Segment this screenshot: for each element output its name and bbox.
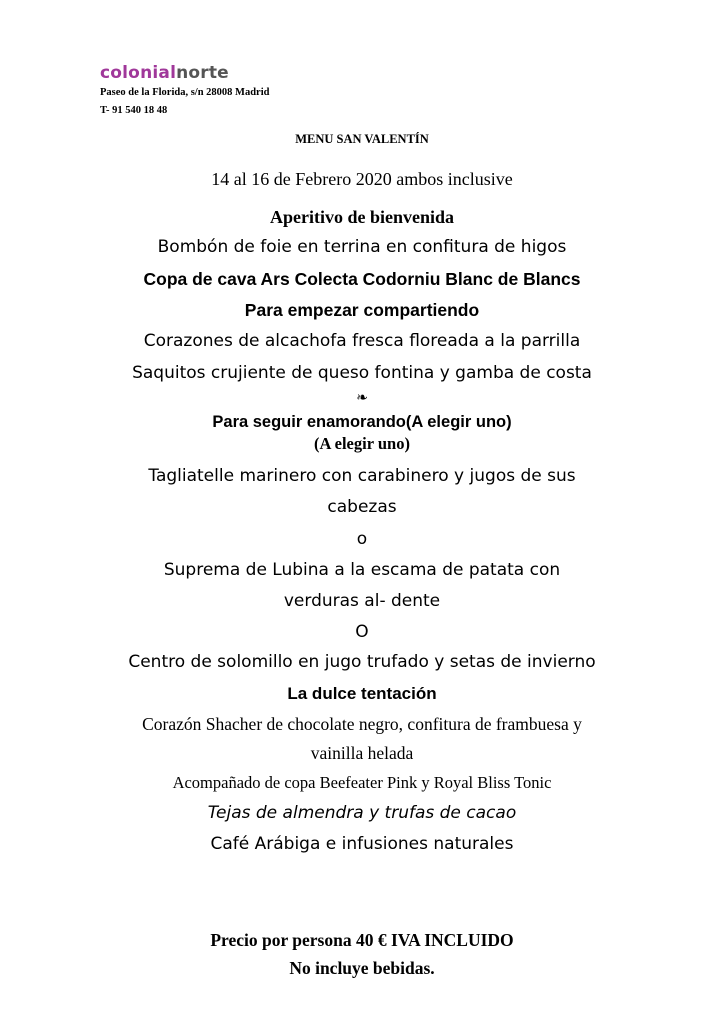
postre-heading: La dulce tentación — [287, 684, 437, 703]
or-separator-1: o — [356, 529, 368, 549]
main-option-1-line-2: cabezas — [327, 497, 397, 517]
aperitivo-heading: Aperitivo de bienvenida — [269, 207, 454, 227]
restaurant-address: Paseo de la Florida, s/n 28008 Madrid — [100, 87, 270, 98]
cafe-line: Café Arábiga e infusiones naturales — [210, 834, 514, 854]
cava-line: Copa de cava Ars Colecta Codorniu Blanc de Blancs — [143, 269, 581, 289]
empezar-item-2: Saquitos crujiente de queso fontina y gamba de costa — [132, 363, 592, 383]
restaurant-phone: T- 91 540 18 48 — [100, 105, 168, 116]
no-drinks-line: No incluye bebidas. — [289, 958, 435, 978]
or-separator-2: O — [355, 622, 369, 642]
empezar-item-1: Corazones de alcachofa fresca floreada a la parrilla — [143, 331, 581, 351]
restaurant-header — [100, 62, 269, 120]
gin-pairing: Acompañado de copa Beefeater Pink y Royal Bliss Tonic — [172, 773, 552, 792]
main-option-1-line-1: Tagliatelle marinero con carabinero y jugos de sus — [148, 466, 576, 486]
postre-line-1: Corazón Shacher de chocolate negro, confitura de frambuesa y — [142, 714, 582, 734]
restaurant-logo — [100, 62, 269, 84]
main-option-3: Centro de solomillo en jugo trufado y setas de invierno — [128, 652, 596, 672]
fleuron-ornament-icon: ❧ — [356, 390, 368, 406]
seguir-subheading: (A elegir uno) — [314, 434, 410, 453]
main-option-2-line-1: Suprema de Lubina a la escama de patata con — [163, 560, 561, 580]
price-line: Precio por persona 40 € IVA INCLUIDO — [210, 930, 514, 950]
empezar-heading: Para empezar compartiendo — [244, 300, 480, 320]
logo-part-norte: norte — [176, 63, 229, 83]
main-option-2-line-2: verduras al- dente — [283, 591, 441, 611]
seguir-heading: Para seguir enamorando(A elegir uno) — [212, 413, 512, 431]
logo-part-colonial: colonial — [100, 63, 177, 83]
postre-line-2: vainilla helada — [310, 743, 414, 763]
menu-dates: 14 al 16 de Febrero 2020 ambos inclusive — [211, 169, 513, 189]
tejas-line: Tejas de almendra y trufas de cacao — [207, 803, 517, 823]
menu-title: MENU SAN VALENTÍN — [295, 132, 429, 146]
aperitivo-item: Bombón de foie en terrina en confitura de higos — [157, 237, 567, 257]
